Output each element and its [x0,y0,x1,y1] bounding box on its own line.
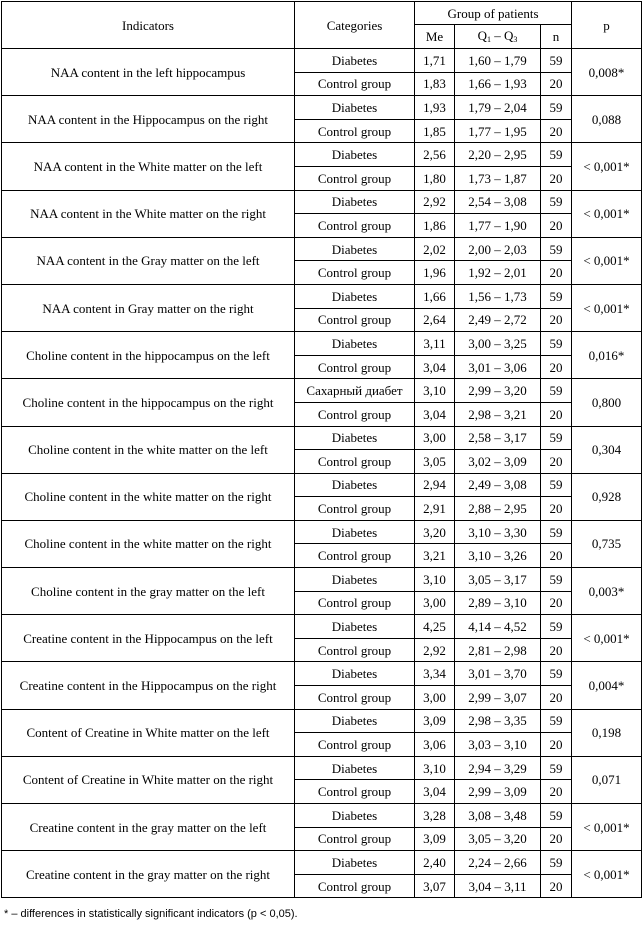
median-cell: 3,10 [415,379,455,403]
indicator-cell: Choline content in the white matter on the right [2,520,295,567]
median-cell: 3,04 [415,402,455,426]
table-row [2,143,642,167]
median-cell: 2,92 [415,190,455,214]
category-cell: Control group [295,591,415,615]
median-cell: 3,00 [415,686,455,710]
median-cell: 1,86 [415,214,455,238]
table-row [2,709,642,733]
category-cell: Diabetes [295,662,415,686]
category-cell: Control group [295,780,415,804]
median-cell: 3,11 [415,332,455,356]
p-value-cell: < 0,001* [572,237,642,284]
header-q-left-sub: 1 [487,35,491,44]
n-cell: 20 [541,874,572,898]
quartile-cell: 2,49 – 2,72 [455,308,541,332]
quartile-cell: 3,05 – 3,20 [455,827,541,851]
median-cell: 2,92 [415,638,455,662]
quartile-cell: 1,73 – 1,87 [455,166,541,190]
category-cell: Diabetes [295,143,415,167]
table-row [2,332,642,356]
quartile-cell: 1,92 – 2,01 [455,261,541,285]
table-row [2,190,642,214]
p-value-cell: 0,800 [572,379,642,426]
n-cell: 59 [541,332,572,356]
quartile-cell: 2,24 – 2,66 [455,851,541,875]
n-cell: 59 [541,709,572,733]
median-cell: 1,85 [415,119,455,143]
n-cell: 59 [541,520,572,544]
median-cell: 3,06 [415,733,455,757]
n-cell: 59 [541,96,572,120]
results-table [1,1,642,898]
median-cell: 3,04 [415,355,455,379]
median-cell: 2,02 [415,237,455,261]
median-cell: 3,07 [415,874,455,898]
median-cell: 1,96 [415,261,455,285]
quartile-cell: 3,04 – 3,11 [455,874,541,898]
p-value-cell: 0,008* [572,49,642,96]
quartile-cell: 1,56 – 1,73 [455,284,541,308]
quartile-cell: 3,02 – 3,09 [455,450,541,474]
quartile-cell: 2,94 – 3,29 [455,756,541,780]
category-cell: Control group [295,402,415,426]
median-cell: 3,04 [415,780,455,804]
category-cell: Control group [295,308,415,332]
n-cell: 20 [541,355,572,379]
p-value-cell: < 0,001* [572,851,642,898]
category-cell: Control group [295,874,415,898]
p-value-cell: < 0,001* [572,143,642,190]
indicator-cell: Choline content in the white matter on the right [2,473,295,520]
p-value-cell: 0,198 [572,709,642,756]
n-cell: 59 [541,851,572,875]
table-row [2,615,642,639]
header-row-1 [2,2,642,25]
quartile-cell: 4,14 – 4,52 [455,615,541,639]
quartile-cell: 2,99 – 3,20 [455,379,541,403]
header-group: Group of patients [415,2,572,25]
median-cell: 1,93 [415,96,455,120]
header-me: Me [415,25,455,49]
category-cell: Control group [295,214,415,238]
header-q-right-sub: 3 [513,35,518,44]
category-cell: Control group [295,638,415,662]
n-cell: 20 [541,261,572,285]
n-cell: 20 [541,166,572,190]
header-n: n [541,25,572,49]
header-p: p [572,2,642,49]
quartile-cell: 1,77 – 1,90 [455,214,541,238]
table-row [2,237,642,261]
p-value-cell: 0,004* [572,662,642,709]
table-row [2,473,642,497]
median-cell: 3,21 [415,544,455,568]
quartile-cell: 3,01 – 3,70 [455,662,541,686]
n-cell: 20 [541,119,572,143]
p-value-cell: < 0,001* [572,615,642,662]
median-cell: 3,20 [415,520,455,544]
p-value-cell: 0,088 [572,96,642,143]
quartile-cell: 2,89 – 3,10 [455,591,541,615]
table-row [2,662,642,686]
category-cell: Control group [295,544,415,568]
category-cell: Diabetes [295,284,415,308]
quartile-cell: 3,05 – 3,17 [455,568,541,592]
header-categories: Categories [295,2,415,49]
indicator-cell: Choline content in the white matter on the left [2,426,295,473]
quartile-cell: 2,81 – 2,98 [455,638,541,662]
indicator-cell: Choline content in the hippocampus on the left [2,332,295,379]
indicator-cell: NAA content in the White matter on the left [2,143,295,190]
median-cell: 3,00 [415,426,455,450]
n-cell: 59 [541,379,572,403]
n-cell: 59 [541,190,572,214]
median-cell: 3,05 [415,450,455,474]
median-cell: 3,10 [415,568,455,592]
n-cell: 20 [541,780,572,804]
n-cell: 59 [541,49,572,73]
quartile-cell: 3,01 – 3,06 [455,355,541,379]
p-value-cell: 0,735 [572,520,642,567]
quartile-cell: 1,66 – 1,93 [455,72,541,96]
category-cell: Diabetes [295,709,415,733]
table-row [2,851,642,875]
quartile-cell: 3,10 – 3,26 [455,544,541,568]
quartile-cell: 2,49 – 3,08 [455,473,541,497]
n-cell: 59 [541,662,572,686]
quartile-cell: 2,00 – 2,03 [455,237,541,261]
indicator-cell: Content of Creatine in White matter on the right [2,756,295,803]
category-cell: Control group [295,119,415,143]
p-value-cell: 0,003* [572,568,642,615]
category-cell: Diabetes [295,473,415,497]
category-cell: Сахарный диабет [295,379,415,403]
n-cell: 59 [541,426,572,450]
n-cell: 59 [541,473,572,497]
indicator-cell: Choline content in the hippocampus on the right [2,379,295,426]
category-cell: Diabetes [295,237,415,261]
table-row [2,49,642,73]
quartile-cell: 1,77 – 1,95 [455,119,541,143]
indicator-cell: NAA content in the left hippocampus [2,49,295,96]
table-row [2,426,642,450]
indicator-cell: Creatine content in the gray matter on the left [2,804,295,851]
median-cell: 1,80 [415,166,455,190]
n-cell: 20 [541,308,572,332]
median-cell: 2,56 [415,143,455,167]
median-cell: 3,28 [415,804,455,828]
category-cell: Diabetes [295,190,415,214]
n-cell: 20 [541,450,572,474]
category-cell: Control group [295,166,415,190]
indicator-cell: Creatine content in the gray matter on the right [2,851,295,898]
n-cell: 59 [541,804,572,828]
median-cell: 2,64 [415,308,455,332]
indicator-cell: Creatine content in the Hippocampus on the right [2,662,295,709]
n-cell: 59 [541,284,572,308]
n-cell: 20 [541,214,572,238]
indicator-cell: NAA content in the Hippocampus on the right [2,96,295,143]
indicator-cell: Creatine content in the Hippocampus on the left [2,615,295,662]
table-row [2,568,642,592]
category-cell: Control group [295,497,415,521]
quartile-cell: 2,99 – 3,07 [455,686,541,710]
quartile-cell: 2,88 – 2,95 [455,497,541,521]
header-q1-q3 [455,25,541,49]
indicator-cell: NAA content in the White matter on the right [2,190,295,237]
p-value-cell: 0,304 [572,426,642,473]
median-cell: 1,71 [415,49,455,73]
quartile-cell: 3,03 – 3,10 [455,733,541,757]
category-cell: Control group [295,261,415,285]
median-cell: 2,94 [415,473,455,497]
category-cell: Control group [295,733,415,757]
n-cell: 20 [541,72,572,96]
header-q-left: Q [477,28,487,43]
header-q-dash: – Q [491,28,514,43]
category-cell: Diabetes [295,851,415,875]
quartile-cell: 2,98 – 3,35 [455,709,541,733]
p-value-cell: 0,928 [572,473,642,520]
median-cell: 4,25 [415,615,455,639]
quartile-cell: 3,00 – 3,25 [455,332,541,356]
category-cell: Control group [295,686,415,710]
quartile-cell: 2,54 – 3,08 [455,190,541,214]
category-cell: Diabetes [295,49,415,73]
category-cell: Diabetes [295,615,415,639]
n-cell: 20 [541,686,572,710]
n-cell: 20 [541,827,572,851]
p-value-cell: < 0,001* [572,804,642,851]
median-cell: 1,66 [415,284,455,308]
n-cell: 59 [541,756,572,780]
n-cell: 59 [541,568,572,592]
quartile-cell: 2,58 – 3,17 [455,426,541,450]
n-cell: 20 [541,733,572,757]
median-cell: 3,09 [415,709,455,733]
table-row [2,284,642,308]
category-cell: Diabetes [295,804,415,828]
category-cell: Control group [295,450,415,474]
median-cell: 3,09 [415,827,455,851]
p-value-cell: < 0,001* [572,190,642,237]
n-cell: 20 [541,638,572,662]
category-cell: Diabetes [295,426,415,450]
n-cell: 59 [541,615,572,639]
quartile-cell: 1,79 – 2,04 [455,96,541,120]
p-value-cell: 0,071 [572,756,642,803]
indicator-cell: NAA content in Gray matter on the right [2,284,295,331]
n-cell: 59 [541,143,572,167]
table-row [2,804,642,828]
n-cell: 20 [541,544,572,568]
footnote: * – differences in statistically significant indicators (p < 0,05). [4,908,298,920]
category-cell: Control group [295,72,415,96]
quartile-cell: 2,99 – 3,09 [455,780,541,804]
indicator-cell: NAA content in the Gray matter on the left [2,237,295,284]
quartile-cell: 1,60 – 1,79 [455,49,541,73]
median-cell: 3,34 [415,662,455,686]
table-row [2,379,642,403]
p-value-cell: 0,016* [572,332,642,379]
median-cell: 1,83 [415,72,455,96]
header-indicators: Indicators [2,2,295,49]
table-row [2,520,642,544]
indicator-cell: Choline content in the gray matter on the left [2,568,295,615]
table-row [2,756,642,780]
quartile-cell: 2,98 – 3,21 [455,402,541,426]
category-cell: Diabetes [295,756,415,780]
table-row [2,96,642,120]
category-cell: Diabetes [295,332,415,356]
n-cell: 20 [541,402,572,426]
median-cell: 2,40 [415,851,455,875]
category-cell: Control group [295,827,415,851]
quartile-cell: 3,08 – 3,48 [455,804,541,828]
quartile-cell: 2,20 – 2,95 [455,143,541,167]
median-cell: 3,10 [415,756,455,780]
table-body [2,49,642,898]
quartile-cell: 3,10 – 3,30 [455,520,541,544]
category-cell: Control group [295,355,415,379]
indicator-cell: Content of Creatine in White matter on the left [2,709,295,756]
n-cell: 20 [541,591,572,615]
category-cell: Diabetes [295,96,415,120]
category-cell: Diabetes [295,568,415,592]
median-cell: 3,00 [415,591,455,615]
median-cell: 2,91 [415,497,455,521]
category-cell: Diabetes [295,520,415,544]
n-cell: 20 [541,497,572,521]
n-cell: 59 [541,237,572,261]
p-value-cell: < 0,001* [572,284,642,331]
